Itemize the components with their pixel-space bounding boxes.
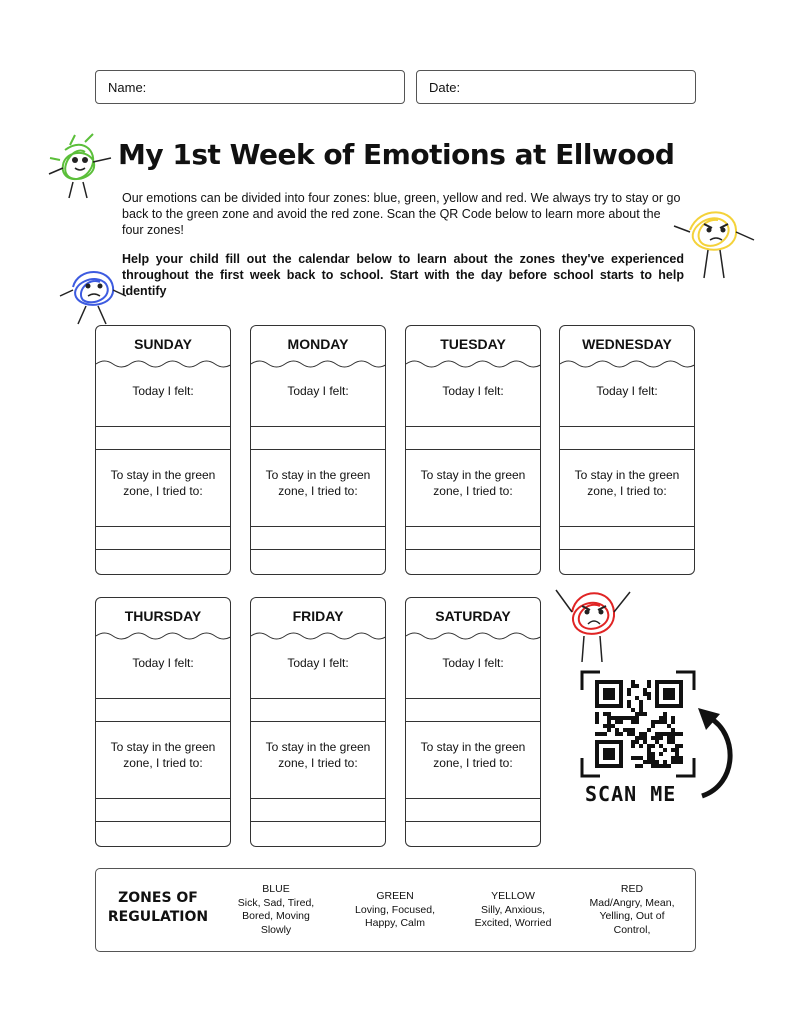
today-felt-label: Today I felt: (287, 384, 349, 398)
answer-line (406, 526, 540, 527)
answer-line (406, 821, 540, 822)
intro-text: Our emotions can be divided into four zones: blue, green, yellow and red. We always try to stay or go back to the green zone and avoid the red zone. Scan the QR Code below to learn more about the four zones! (122, 191, 681, 237)
wave-divider (406, 630, 541, 642)
zone-red (584, 883, 680, 937)
answer-line (406, 721, 540, 722)
green-zone-label: To stay in the green zone, I tried to: (110, 468, 216, 498)
answer-line (406, 426, 540, 427)
blue-monster-icon (58, 262, 128, 328)
day-card-wednesday[interactable] (559, 325, 695, 575)
date-field[interactable] (416, 70, 696, 104)
zones-title: ZONES OF REGULATION (107, 890, 209, 925)
day-name: THURSDAY (124, 608, 202, 624)
today-felt-label: Today I felt: (287, 656, 349, 670)
zone-name: YELLOW (491, 890, 535, 902)
zone-yellow (468, 890, 558, 931)
green-zone-label: To stay in the green zone, I tried to: (574, 468, 680, 498)
answer-line (560, 449, 694, 450)
zone-name: RED (620, 883, 644, 895)
qr-code-icon[interactable] (595, 680, 683, 768)
green-monster-icon (45, 130, 115, 202)
zone-blue (231, 883, 321, 937)
day-name: WEDNESDAY (582, 336, 672, 352)
answer-line (406, 698, 540, 699)
name-field[interactable] (95, 70, 405, 104)
wave-divider (560, 358, 695, 370)
day-name: FRIDAY (292, 608, 344, 624)
today-felt-label: Today I felt: (442, 656, 504, 670)
answer-line (406, 549, 540, 550)
wave-divider (96, 630, 231, 642)
day-card-monday[interactable] (250, 325, 386, 575)
day-name: SATURDAY (435, 608, 511, 624)
red-monster-icon (552, 582, 632, 666)
answer-line (560, 526, 694, 527)
green-zone-label: To stay in the green zone, I tried to: (420, 740, 526, 770)
answer-line (251, 526, 385, 527)
answer-line (251, 821, 385, 822)
day-card-tuesday[interactable] (405, 325, 541, 575)
help-text: Help your child fill out the calendar below to learn about the zones they've experienced throughout the first week back to school. Start with the day before school starts to help identify (122, 252, 684, 298)
day-card-saturday[interactable] (405, 597, 541, 847)
page-title: My 1st Week of Emotions at Ellwood (118, 138, 675, 171)
zones-legend (95, 868, 696, 952)
day-card-thursday[interactable] (95, 597, 231, 847)
day-name: TUESDAY (440, 336, 506, 352)
zone-desc: Loving, Focused, Happy, Calm (355, 903, 435, 929)
answer-line (96, 549, 230, 550)
answer-line (96, 798, 230, 799)
today-felt-label: Today I felt: (442, 384, 504, 398)
answer-line (251, 449, 385, 450)
answer-line (560, 549, 694, 550)
answer-line (251, 721, 385, 722)
green-zone-label: To stay in the green zone, I tried to: (265, 468, 371, 498)
answer-line (96, 449, 230, 450)
zone-name: GREEN (376, 890, 414, 902)
green-zone-label: To stay in the green zone, I tried to: (265, 740, 371, 770)
curved-arrow-icon (690, 704, 738, 804)
answer-line (251, 798, 385, 799)
zone-desc: Sick, Sad, Tired, Bored, Moving Slowly (237, 896, 315, 936)
answer-line (251, 426, 385, 427)
green-zone-label: To stay in the green zone, I tried to: (420, 468, 526, 498)
day-card-friday[interactable] (250, 597, 386, 847)
answer-line (96, 526, 230, 527)
scan-me-label: SCAN ME (585, 782, 677, 806)
date-label: Date: (429, 80, 461, 95)
answer-line (96, 721, 230, 722)
wave-divider (251, 358, 386, 370)
wave-divider (96, 358, 231, 370)
wave-divider (251, 630, 386, 642)
green-zone-label: To stay in the green zone, I tried to: (110, 740, 216, 770)
name-label: Name: (108, 80, 147, 95)
answer-line (251, 549, 385, 550)
wave-divider (406, 358, 541, 370)
answer-line (96, 698, 230, 699)
today-felt-label: Today I felt: (596, 384, 658, 398)
zone-desc: Silly, Anxious, Excited, Worried (474, 903, 552, 929)
day-name: MONDAY (287, 336, 349, 352)
answer-line (251, 698, 385, 699)
day-card-sunday[interactable] (95, 325, 231, 575)
today-felt-label: Today I felt: (132, 656, 194, 670)
answer-line (560, 426, 694, 427)
answer-line (406, 798, 540, 799)
day-name: SUNDAY (134, 336, 192, 352)
zone-desc: Mad/Angry, Mean, Yelling, Out of Control, (589, 896, 675, 936)
today-felt-label: Today I felt: (132, 384, 194, 398)
zone-name: BLUE (262, 883, 290, 895)
zone-green (351, 890, 439, 931)
answer-line (96, 426, 230, 427)
answer-line (406, 449, 540, 450)
answer-line (96, 821, 230, 822)
